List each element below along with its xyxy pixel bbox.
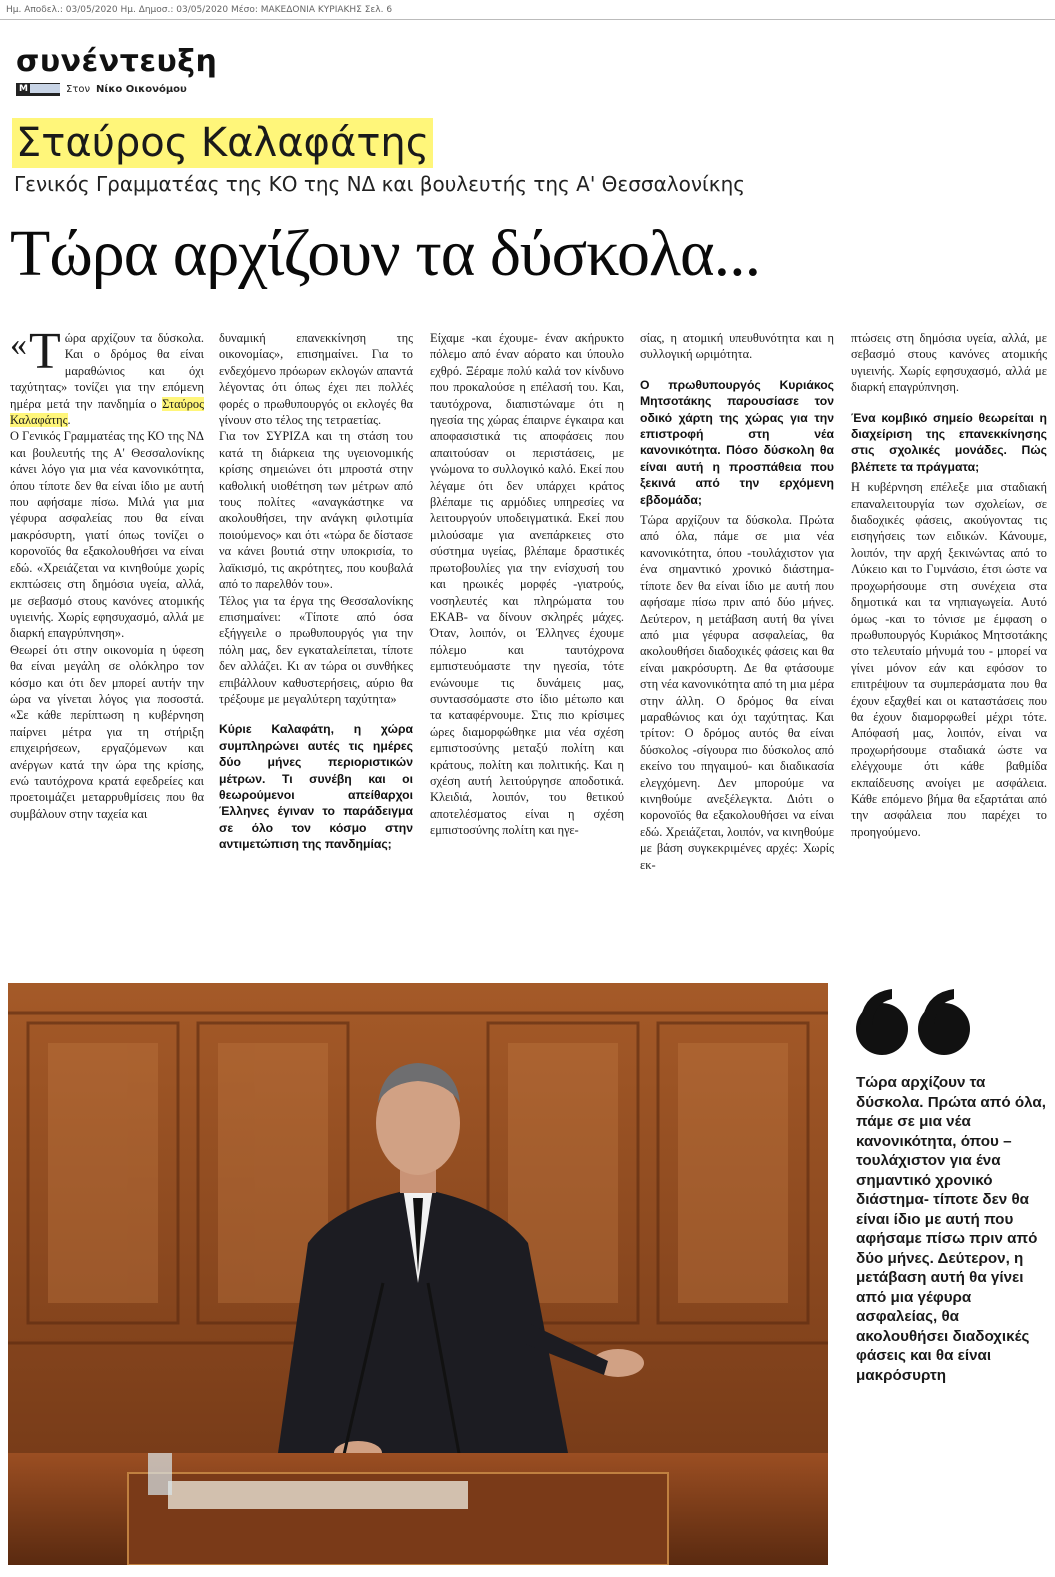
photo-illustration — [8, 983, 828, 1565]
drop-cap: Τ — [29, 323, 61, 380]
highlighted-name: Σταύρος Καλαφάτης — [10, 396, 204, 428]
pull-quote-marks-icon — [852, 985, 982, 1057]
interviewee-title: Γενικός Γραμματέας της ΚΟ της ΝΔ και βουλευτής της Α' Θεσσαλονίκης — [14, 172, 745, 196]
paragraph: Τώρα αρχίζουν τα δύσκολα. Πρώτα από όλα, πάμε σε μια νέα κανονικότητα, όπου -τουλάχιστον για ένα σημαντικό χρονικό διάστημα- τίποτε δεν θα είναι ίδιο με αυτή που αφήσαμε πίσω πριν από δύο μήνες. Δεύτερον, η μετάβαση αυτή θα γίνει από μια γέφυρα ασφαλείας, θα ακολουθήσει διαδοχικές φάσεις και θα είναι μακρόσυρτη. Δε θα φτάσουμε στη νέα κανονικότητα από τη μια μέρα στην άλλη. Ο δρόμος θα είναι μαραθώνιος και όχι ταχύτητας. Και τρίτον: Ο δρόμος αυτός θα είναι δύσκολος -σίγουρα πιο δύσκολος από εκείνο του πηγαιμού- και διαδικασία ελεγχόμενη. Δεν μπορούμε να κινηθούμε ανεξέλεγκτα. Διότι ο κορονοϊός θα εξακολουθήσει να είναι εδώ. Χρειάζεται, λοιπόν, να κινηθούμε με βάση συγκεκριμένες αρχές: Χωρίς εκ- — [640, 513, 834, 872]
headline: Τώρα αρχίζουν τα δύσκολα... — [10, 217, 761, 290]
interview-question: Ένα κομβικό σημείο θεωρείται η διαχείριση της επανεκκίνησης στις σχολικές μονάδες. Πώς βλέπετε τα πράγματα; — [851, 410, 1047, 474]
paragraph: Για τον ΣΥΡΙΖΑ και τη στάση του κατά τη διάρκεια της υγειονομικής κρίσης σημειώνει ότι μπροστά στην καθολική υιοθέτηση των μέτρων από τους πολίτες «αναγκάστηκε να ακολουθήσει, την ανάγκη φιλοτιμία ποιούμενος» και ότι «τώρα δε δίστασε να κάνει βουτιά στην υποκρισία, το λαϊκισμό, τις ακρότητες, που κουβαλά από το παρελθόν του». — [219, 429, 413, 592]
paragraph: δυναμική επανεκκίνηση της οικονομίας», επισημαίνει. Για το ενδεχόμενο πρόωρων εκλογών απαντά λέγοντας ότι όπως έχει πει πολλές φορές ο πρωθυπουργός οι εκλογές θα γίνουν στο τέλος της τετραετίας. — [219, 331, 413, 428]
paragraph: Η κυβέρνηση επέλεξε μια σταδιακή επαναλειτουργία των σχολείων, σε διαδοχικές φάσεις, ακούγοντας τις εισηγήσεις των ειδικών. Κάνουμε, λοιπόν, την αρχή ξεκινώντας από το Λύκειο και το Γυμνάσιο, έτσι ώστε να προχωρήσουμε στη συνέχεια στα δημοτικά και τα νηπιαγωγεία. Αυτό όμως -και το τόνισε με έμφαση ο πρωθυπουργός Κυριάκος Μητσοτάκης στο τελευταίο μήνυμά του - μπορεί να γίνει μόνον εάν και εφόσον το επιτρέψουν τα συμπεράσματα που θα έχουν εξαχθεί και οι καταστάσεις που θα έχουν διαμορφωθεί μέχρι τότε. Απόφασή μας, λοιπόν, είναι να προχωρήσουμε σταδιακά ώστε να ελέγχουμε ότι κάθε βαθμίδα εκπαίδευσης ανοίγει με ασφάλεια. Κάθε επόμενο βήμα θα εξαρτάται από την ασφάλεια που παρέχει το προηγούμενο. — [851, 480, 1047, 839]
interview-question: Κύριε Καλαφάτη, η χώρα συμπληρώνει αυτές τις ημέρες δύο μήνες περιοριστικών μέτρων. Τι συνέβη και οι θεωρούμενοι απείθαρχοι Έλληνες έγιναν το παράδειγμα σε όλο τον κόσμο στην αντιμετώπιση της πανδημίας; — [219, 722, 413, 852]
pull-quote: Τώρα αρχίζουν τα δύσκολα. Πρώτα από όλα, πάμε σε μια νέα κανονικότητα, όπου – τουλάχιστον για ένα σημαντικό χρονικό διάστημα- τίποτε δεν θα είναι ίδιο με αυτή που αφήσαμε πίσω πριν από δύο μήνες. Δεύτερον, η μετάβαση αυτή θα γίνει από μια γέφυρα ασφαλείας, θα ακολουθήσει διαδοχικές φάσεις και θα είναι μακρόσυρτη — [856, 1074, 1046, 1384]
paragraph: Θεωρεί ότι στην οικονομία η ύφεση θα είναι μεγάλη σε ολόκληρο τον κόσμο και ότι δεν μπορεί αυτήν την ώρα να γίνεται λόγος για ποσοστά. «Σε κάθε περίπτωση η κυβέρνηση παίρνει μέτρα για τη στήριξη επιχειρήσεων, εργαζόμενων και ανέργων κατά την ώρα της κρίσης, ενώ ταυτόχρονα κρατά εφεδρείες και προετοιμάζει μεταρρυθμίσεις που θα συμβάλουν στην ταχεία και — [10, 642, 204, 821]
drop-quote: « — [10, 326, 27, 363]
article-column-2 — [219, 330, 413, 857]
clipping-header: Ημ. Αποδελ.: 03/05/2020 Ημ. Δημοσ.: 03/05/2020 Μέσο: ΜΑΚΕΔΟΝΙΑ ΚΥΡΙΑΚΗΣ Σελ. 6 — [0, 0, 1055, 20]
paragraph: Ο Γενικός Γραμματέας της ΚΟ της ΝΔ και βουλευτής της Α' Θεσσαλονίκης κάνει λόγο για μια νέα κανονικότητα, όπου τίποτε δεν θα είναι ίδιο με αυτή που αφήσαμε πίσω. Μιλά για μια γέφυρα ασφαλείας που θα είναι μακρόσυρτη, γιατί όπως τονίζει ο κορονοϊός θα εξακολουθήσει να είναι εδώ. «Χρειάζεται να κινηθούμε χωρίς εκπτώσεις στη δημόσια υγεία, αλλά, με σεβασμό στους κανόνες ατομικής υγιεινής. Χωρίς εφησυχασμό, αλλά με διαρκή επαγρύπνηση». — [10, 429, 204, 641]
byline-prefix: Στον — [66, 84, 91, 95]
byline — [16, 83, 187, 96]
lead-paragraph: « Τ ώρα αρχίζουν τα δύσκολα. Και ο δρόμος θα είναι μαραθώνιος και όχι ταχύτητας» τονίζει για την επόμενη ημέρα μετά την πανδημία ο Σταύρος Καλαφάτης. — [10, 323, 204, 428]
paragraph: Είχαμε -και έχουμε- έναν ακήρυκτο πόλεμο από έναν αόρατο και ύπουλο εχθρό. Ξέραμε πολύ καλά τον κίνδυνο που προκαλούσε η επέλασή του. Και, ταυτόχρονα, διαπιστώναμε ότι η ηγεσία της χώρας έπαιρνε έγκαιρα και αποφασιστικά τις αποφάσεις που απαιτούσαν οι περιστάσεις, με γνώμονα το συλλογικό καλό. Εκεί που λέγαμε ότι δεν υπάρχει κράτος βλέπαμε τις αρμόδιες υπηρεσίες να λειτουργούν υποδειγματικά. Εκεί που μιλούσαμε για ανεπάρκειες στο σύστημα υγείας, βλέπαμε δραστικές πρωτοβουλίες για την ενίσχυσή του και ηρωικές μορφές -γιατρούς, νοσηλευτές και πληρώματα του ΕΚΑΒ- να δίνουν σκληρές μάχες. Όταν, λοιπόν, οι Έλληνες έχουμε πόλεμο και ταυτόχρονα εμπιστευόμαστε την ηγεσία, τότε ενώνουμε τις δυνάμεις μας, συντασσόμαστε στο ίδιο μέτωπο και τα καταφέρνουμε. Στις πιο κρίσιμες ώρες διαμορφώθηκε μια νέα σχέση εμπιστοσύνης μεταξύ πολίτη και κράτους, πολίτη και πολιτικής. Και η σχέση αυτή λειτούργησε αποδοτικά. Κλειδιά, λοιπόν, του θετικού αποτελέσματος είναι η σχέση εμπιστοσύνης πολίτη και ηγε- — [430, 331, 624, 838]
interviewee-name: Σταύρος Καλαφάτης — [12, 118, 433, 168]
article-column-5 — [851, 330, 1047, 840]
paragraph: Τέλος για τα έργα της Θεσσαλονίκης επισημαίνει: «Τίποτε από όσα εξήγγειλε ο πρωθυπουργός για την πόλη μας, δεν εγκαταλείπεται, τίποτε δεν αλλάζει. Κι αν τώρα οι συνθήκες επιβάλλουν καθυστερήσεις, αύριο θα τρέξουμε με μεγαλύτερη ταχύτητα» — [219, 593, 413, 706]
article-column-3 — [430, 330, 624, 839]
paragraph: πτώσεις στη δημόσια υγεία, αλλά, με σεβασμό στους κανόνες ατομικής υγιεινής. Χωρίς εφησυχασμό, αλλά με διαρκή επαγρύπνηση. — [851, 331, 1047, 395]
paragraph: σίας, η ατομική υπευθυνότητα και η συλλογική ωριμότητα. — [640, 331, 834, 362]
byline-author: Νίκο Οικονόμου — [96, 84, 187, 95]
article-column-1 — [10, 323, 204, 822]
article-column-4 — [640, 330, 834, 873]
section-label: συνέντευξη — [16, 44, 218, 79]
publication-logo: M — [16, 83, 60, 96]
interview-question: Ο πρωθυπουργός Κυριάκος Μητσοτάκης παρουσίασε τον οδικό χάρτη της χώρας για την επιστροφή στη νέα κανονικότητα. Πόσο δύσκολη θα είναι αυτή η προσπάθεια που ξεκινά από την ερχόμενη εβδομάδα; — [640, 377, 834, 507]
parliament-photo — [8, 983, 828, 1565]
